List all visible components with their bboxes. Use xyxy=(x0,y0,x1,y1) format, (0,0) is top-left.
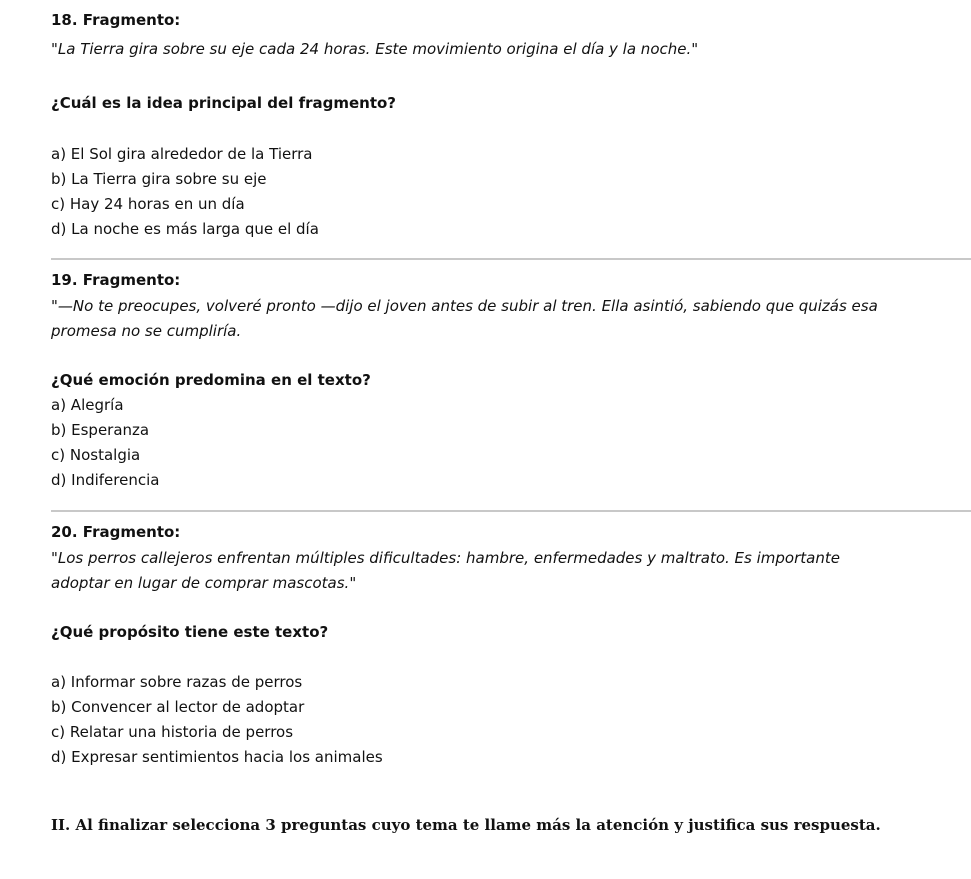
q18-fragment: "La Tierra gira sobre su eje cada 24 horas. Este movimiento origina el día y la noche." xyxy=(51,40,699,58)
q19-fragment-line-2: promesa no se cumpliría. xyxy=(51,322,242,340)
q20-option-a: a) Informar sobre razas de perros xyxy=(51,673,303,691)
q19-question: ¿Qué emoción predomina en el texto? xyxy=(51,371,371,389)
q19-option-b: b) Esperanza xyxy=(51,421,150,439)
q18-question: ¿Cuál es la idea principal del fragmento? xyxy=(51,94,397,112)
q18-option-b: b) La Tierra gira sobre su eje xyxy=(51,170,267,188)
q18-option-a: a) El Sol gira alrededor de la Tierra xyxy=(51,145,313,163)
section-ii-instruction: II. Al finalizar selecciona 3 preguntas cuyo tema te llame más la atención y justifica sus respuesta. xyxy=(51,816,881,834)
q20-option-b: b) Convencer al lector de adoptar xyxy=(51,698,305,716)
q18-option-d: d) La noche es más larga que el día xyxy=(51,220,319,238)
q20-option-c: c) Relatar una historia de perros xyxy=(51,723,294,741)
divider-19-20 xyxy=(51,510,971,512)
q18-option-c: c) Hay 24 horas en un día xyxy=(51,195,245,213)
q19-fragment-line-1: "—No te preocupes, volveré pronto —dijo el joven antes de subir al tren. Ella asintió, sabiendo que quizás esa xyxy=(51,297,878,315)
q19-option-c: c) Nostalgia xyxy=(51,446,141,464)
q20-question: ¿Qué propósito tiene este texto? xyxy=(51,623,329,641)
q19-option-a: a) Alegría xyxy=(51,396,124,414)
q20-fragment-line-1: "Los perros callejeros enfrentan múltiples dificultades: hambre, enfermedades y maltrato. Es importante xyxy=(51,549,840,567)
q19-heading: 19. Fragmento: xyxy=(51,271,181,289)
q19-option-d: d) Indiferencia xyxy=(51,471,160,489)
q20-heading: 20. Fragmento: xyxy=(51,523,181,541)
q18-heading: 18. Fragmento: xyxy=(51,11,181,29)
q20-fragment-line-2: adoptar en lugar de comprar mascotas." xyxy=(51,574,357,592)
divider-18-19 xyxy=(51,258,971,260)
q20-option-d: d) Expresar sentimientos hacia los animales xyxy=(51,748,383,766)
